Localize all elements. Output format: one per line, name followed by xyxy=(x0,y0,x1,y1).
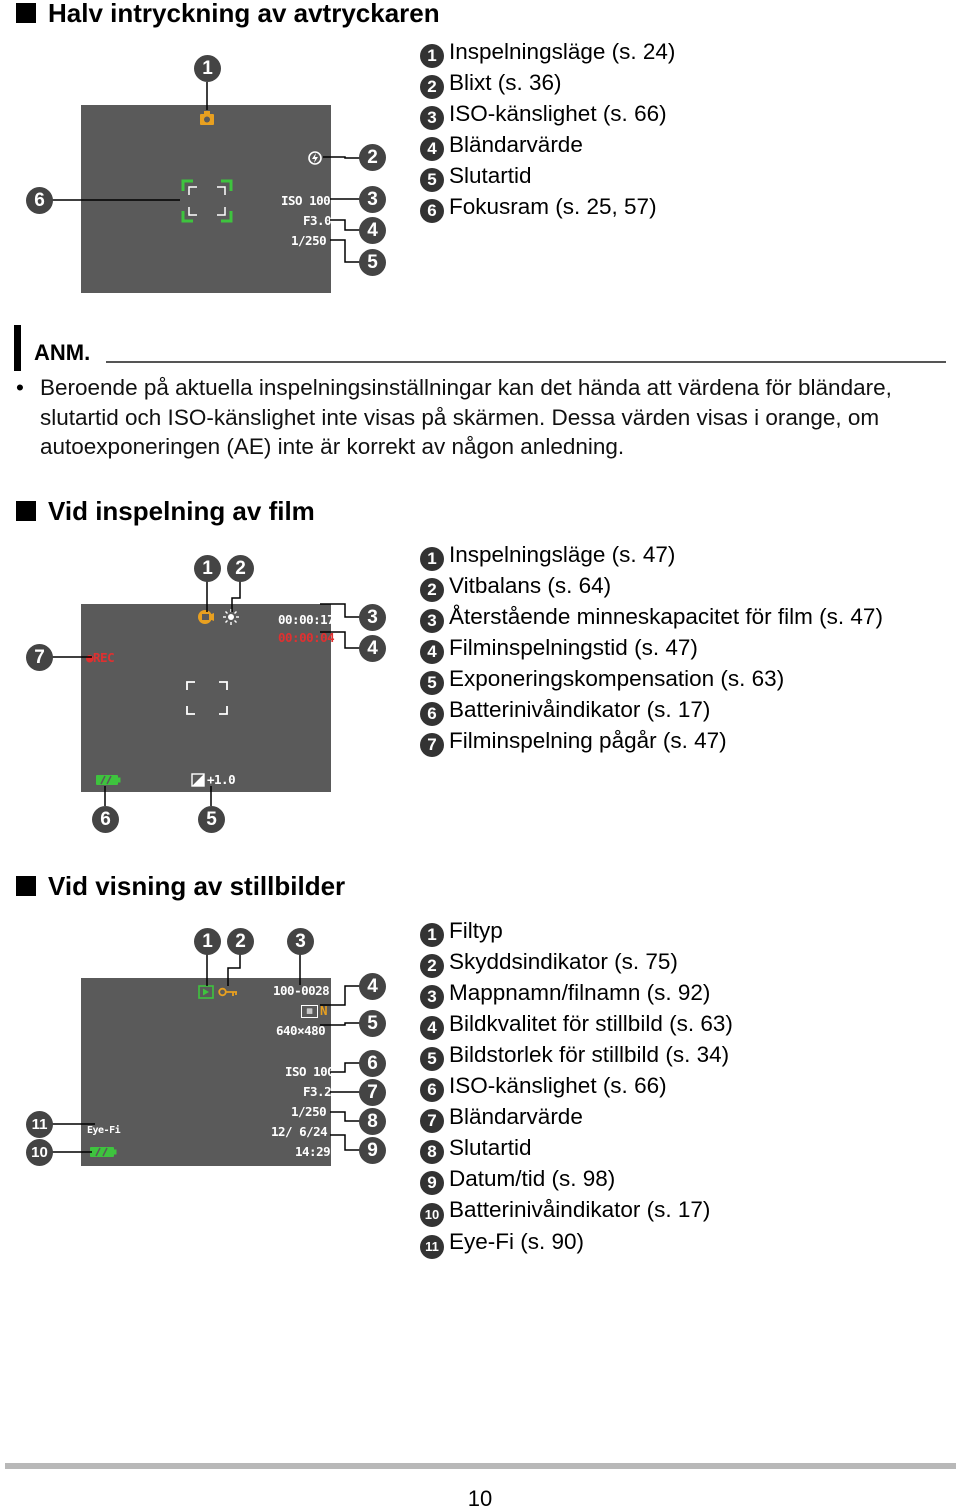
note-label: ANM. xyxy=(34,340,91,365)
callout-5: 5 xyxy=(359,1010,386,1037)
remaining-time-readout: 00:00:17 xyxy=(278,612,335,627)
callout-7: 7 xyxy=(359,1079,386,1106)
callout-1: 1 xyxy=(194,55,221,82)
rec-indicator: ●REC xyxy=(86,650,115,665)
eyefi-indicator: Eye-Fi xyxy=(87,1125,121,1136)
aperture-readout: F3.0 xyxy=(303,213,332,228)
callout-2: 2 xyxy=(227,555,254,582)
legend-item: 9 Datum/tid (s. 98) xyxy=(420,1164,733,1195)
callout-10: 10 xyxy=(26,1139,53,1166)
callout-7: 7 xyxy=(26,644,53,671)
legend-item: 6 Fokusram (s. 25, 57) xyxy=(420,192,675,223)
legend-item: 2 Vitbalans (s. 64) xyxy=(420,571,883,602)
callout-2: 2 xyxy=(359,144,386,171)
iso-readout: ISO 100 xyxy=(281,193,331,208)
callout-2: 2 xyxy=(227,928,254,955)
section-title-half-press: Halv intryckning av avtryckaren xyxy=(16,0,440,29)
legend-item: 5 Bildstorlek för stillbild (s. 34) xyxy=(420,1040,733,1071)
callout-4: 4 xyxy=(359,217,386,244)
legend-item: 1 Inspelningsläge (s. 24) xyxy=(420,37,675,68)
legend-item: 4 Filminspelningstid (s. 47) xyxy=(420,633,883,664)
recording-time-readout: 00:00:04 xyxy=(278,630,335,645)
aperture-readout: F3.2 xyxy=(303,1084,332,1099)
section-title-movie: Vid inspelning av film xyxy=(16,496,315,527)
legend-item: 5 Slutartid xyxy=(420,161,675,192)
callout-1: 1 xyxy=(194,555,221,582)
legend-item: 8 Slutartid xyxy=(420,1133,733,1164)
callout-4: 4 xyxy=(359,973,386,1000)
section-title-playback: Vid visning av stillbilder xyxy=(16,871,345,902)
legend-item: 5 Exponeringskompensation (s. 63) xyxy=(420,664,883,695)
callout-3: 3 xyxy=(287,928,314,955)
legend-item: 3 ISO-känslighet (s. 66) xyxy=(420,99,675,130)
callout-3: 3 xyxy=(359,604,386,631)
legend-item: 2 Skyddsindikator (s. 75) xyxy=(420,947,733,978)
callout-6: 6 xyxy=(92,806,119,833)
legend-item: 4 Bildkvalitet för stillbild (s. 63) xyxy=(420,1009,733,1040)
callout-9: 9 xyxy=(359,1137,386,1164)
callout-6: 6 xyxy=(26,187,53,214)
note-text: Beroende på aktuella inspelningsinställningar kan det hända att värdena för bländare, slutartid och ISO-känslighet inte visas på skärmen. Dessa värden visas i orange, om autoexponeringen (AE) inte är korrekt av någon anledning. xyxy=(40,375,892,460)
legend-item: 3 Mappnamn/filnamn (s. 92) xyxy=(420,978,733,1009)
time-readout: 14:29 xyxy=(295,1144,331,1159)
callout-6: 6 xyxy=(359,1050,386,1077)
shutter-readout: 1/250 xyxy=(291,1104,327,1119)
ev-readout: +1.0 xyxy=(207,772,236,787)
legend-playback xyxy=(420,916,733,1259)
page-number: 10 xyxy=(467,1486,493,1511)
callout-11: 11 xyxy=(26,1111,53,1138)
legend-item: 7 Bländarvärde xyxy=(420,1102,733,1133)
callout-8: 8 xyxy=(359,1108,386,1135)
footer-rule xyxy=(5,1463,956,1469)
callout-5: 5 xyxy=(359,249,386,276)
shutter-readout: 1/250 xyxy=(291,233,327,248)
iso-readout: ISO 100 xyxy=(285,1064,335,1079)
legend-item: 10 Batterinivåindikator (s. 17) xyxy=(420,1195,733,1227)
legend-item: 2 Blixt (s. 36) xyxy=(420,68,675,99)
legend-item: 1 Inspelningsläge (s. 47) xyxy=(420,540,883,571)
legend-item: 11 Eye-Fi (s. 90) xyxy=(420,1227,733,1259)
legend-item: 4 Bländarvärde xyxy=(420,130,675,161)
quality-icon: ▦ xyxy=(301,1005,318,1018)
callout-4: 4 xyxy=(359,635,386,662)
legend-item: 3 Återstående minneskapacitet för film (s. 47) xyxy=(420,602,883,633)
callout-1: 1 xyxy=(194,928,221,955)
quality-readout: N xyxy=(320,1003,328,1018)
note-bullet: • xyxy=(16,375,24,400)
legend-item: 6 ISO-känslighet (s. 66) xyxy=(420,1071,733,1102)
legend-item: 6 Batterinivåindikator (s. 17) xyxy=(420,695,883,726)
folder-file-readout: 100-0028 xyxy=(273,983,330,998)
callout-5: 5 xyxy=(198,806,225,833)
legend-item: 1 Filtyp xyxy=(420,916,733,947)
date-readout: 12/ 6/24 xyxy=(271,1124,328,1139)
callout-3: 3 xyxy=(359,186,386,213)
legend-item: 7 Filminspelning pågår (s. 47) xyxy=(420,726,883,757)
image-size-readout: 640×480 xyxy=(276,1023,326,1038)
